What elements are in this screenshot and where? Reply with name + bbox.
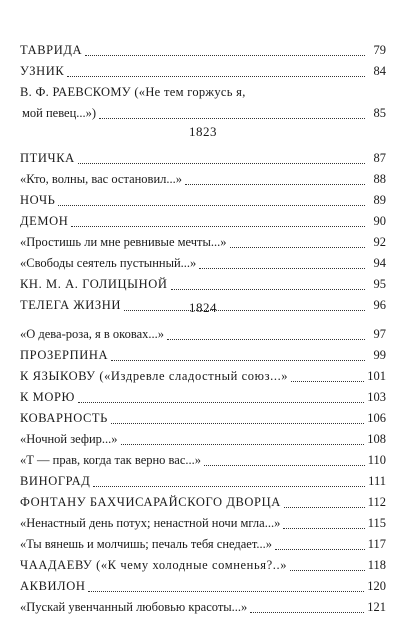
entry-title: ПТИЧКА [20, 151, 75, 165]
toc-entry[interactable] [20, 534, 386, 555]
toc-entry[interactable] [20, 211, 386, 232]
entry-title: «Ты вянешь и молчишь; печаль тебя снедает...» [20, 537, 273, 551]
toc-entry[interactable] [20, 190, 386, 211]
year-heading: 1823 [189, 124, 217, 139]
leader-dots [71, 225, 365, 227]
toc-entry[interactable] [20, 513, 386, 534]
page-number: 106 [367, 411, 386, 425]
leader-dots [290, 569, 365, 571]
toc-entry[interactable] [20, 345, 386, 366]
leader-dots [284, 506, 365, 508]
entry-title: «Ненастный день потух; ненастной ночи мгла...» [20, 516, 281, 530]
page-number: 111 [368, 474, 386, 488]
leader-dots [93, 485, 365, 487]
toc-group [20, 40, 386, 124]
entry-title: УЗНИК [20, 64, 65, 78]
leader-dots [58, 204, 365, 206]
page-number: 84 [373, 64, 386, 78]
page-number: 97 [373, 327, 386, 341]
page-number: 120 [367, 579, 386, 593]
leader-dots [199, 267, 365, 269]
entry-title: АКВИЛОН [20, 579, 86, 593]
toc-entry[interactable] [20, 492, 386, 513]
page-number: 94 [373, 256, 386, 270]
entry-title: КОВАРНОСТЬ [20, 411, 108, 425]
leader-dots [78, 162, 365, 164]
leader-dots [250, 611, 364, 613]
page-number: 118 [367, 558, 386, 572]
toc-entry[interactable] [20, 40, 386, 61]
page-number: 99 [373, 348, 386, 362]
page-number: 103 [367, 390, 386, 404]
entry-title: «Кто, волны, вас остановил...» [20, 172, 183, 186]
toc-entry[interactable] [20, 366, 386, 387]
leader-dots [111, 359, 365, 361]
leader-dots [99, 117, 365, 119]
page-number: 96 [373, 298, 386, 312]
leader-dots [67, 75, 365, 77]
toc-entry[interactable] [20, 61, 386, 82]
entry-title: ПРОЗЕРПИНА [20, 348, 109, 362]
entry-title: «Свободы сеятель пустынный...» [20, 256, 197, 270]
page-number: 117 [367, 537, 386, 551]
leader-dots [283, 527, 364, 529]
leader-dots [111, 422, 364, 424]
entry-title: В. Ф. РАЕВСКОМУ («Не тем горжусь я, [20, 85, 246, 99]
toc-entry[interactable] [20, 274, 386, 295]
entry-title: ДЕМОН [20, 214, 69, 228]
leader-dots [171, 288, 366, 290]
page-number: 88 [373, 172, 386, 186]
entry-title-continued: мой певец...») [22, 106, 97, 120]
toc-entry[interactable] [20, 324, 386, 345]
entry-title: ЧААДАЕВУ («К чему холодные сомненья?..» [20, 558, 288, 572]
toc-entry[interactable] [20, 450, 386, 471]
page-number: 101 [367, 369, 386, 383]
toc-entry[interactable] [20, 597, 386, 618]
toc-entry[interactable] [20, 82, 386, 124]
leader-dots [185, 183, 365, 185]
entry-title: «Пускай увенчанный любовью красоты...» [20, 600, 248, 614]
entry-title: ВИНОГРАД [20, 474, 91, 488]
page-number: 85 [373, 106, 386, 120]
toc-entry[interactable] [20, 169, 386, 190]
entry-title: НОЧЬ [20, 193, 56, 207]
year-heading: 1824 [189, 300, 217, 315]
toc-entry[interactable] [20, 555, 386, 576]
toc-entry[interactable] [20, 232, 386, 253]
toc-group [20, 298, 386, 618]
page-number: 89 [373, 193, 386, 207]
leader-dots [88, 590, 364, 592]
entry-title: КН. М. А. ГОЛИЦЫНОЙ [20, 277, 168, 291]
page-number: 115 [367, 516, 386, 530]
toc-entry[interactable] [20, 253, 386, 274]
entry-title: ФОНТАНУ БАХЧИСАРАЙСКОГО ДВОРЦА [20, 495, 281, 509]
leader-dots [85, 54, 365, 56]
leader-dots [121, 443, 365, 445]
entry-title: К МОРЮ [20, 390, 76, 404]
leader-dots [78, 401, 364, 403]
page-number: 79 [373, 43, 386, 57]
leader-dots [275, 548, 365, 550]
leader-dots [291, 380, 364, 382]
leader-dots [230, 246, 365, 248]
page-number: 87 [373, 151, 386, 165]
toc-entry[interactable] [20, 387, 386, 408]
entry-title: ТЕЛЕГА ЖИЗНИ [20, 298, 121, 312]
page-number: 92 [373, 235, 386, 249]
entry-title: «Ночной зефир...» [20, 432, 118, 446]
page-number: 90 [373, 214, 386, 228]
entry-title: «О дева-роза, я в оковах...» [20, 327, 164, 341]
page-number: 121 [367, 600, 386, 614]
leader-dots [204, 464, 365, 466]
toc-entry[interactable] [20, 408, 386, 429]
toc-group [20, 122, 386, 316]
entry-title: К ЯЗЫКОВУ («Издревле сладостный союз...» [20, 369, 289, 383]
toc-entry[interactable] [20, 576, 386, 597]
toc-entry[interactable] [20, 429, 386, 450]
page-number: 110 [367, 453, 386, 467]
entry-title: ТАВРИДА [20, 43, 83, 57]
page-number: 112 [367, 495, 386, 509]
page-number: 95 [373, 277, 386, 291]
toc-entry[interactable] [20, 148, 386, 169]
leader-dots [167, 338, 365, 340]
page-number: 108 [367, 432, 386, 446]
entry-title: «Простишь ли мне ревнивые мечты...» [20, 235, 227, 249]
toc-entry[interactable] [20, 471, 386, 492]
entry-title: «Т — прав, когда так верно вас...» [20, 453, 202, 467]
